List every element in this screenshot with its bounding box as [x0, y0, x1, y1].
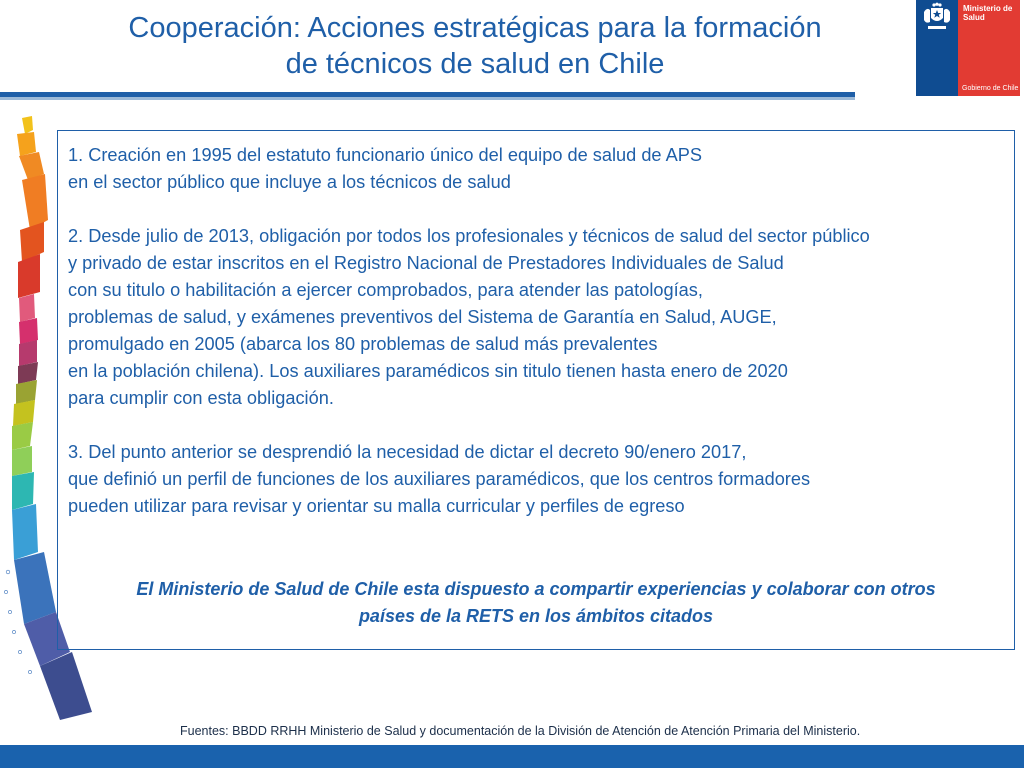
- closing-statement: El Ministerio de Salud de Chile esta dispuesto a compartir experiencias y colaborar con otros países de la RETS en los ámbitos citados: [136, 579, 936, 626]
- content-box: [57, 130, 1015, 650]
- logo-government: Gobierno de Chile: [962, 85, 1019, 92]
- title-underline-shadow: [0, 97, 855, 100]
- sources-footnote: Fuentes: BBDD RRHH Ministerio de Salud y documentación de la División de Atención de Atención Primaria del Ministerio.: [180, 724, 861, 738]
- point-2-text: 2. Desde julio de 2013, obligación por todos los profesionales y técnicos de salud del sector público y privado de estar inscritos en el Registro Nacional de Prestadores Individuales de Salud con su titulo o habilitación a ejercer comprobados, para atender las patologías, problemas de salud, y exámenes preventivos del Sistema de Garantía en Salud, AUGE, promulgado en 2005 (abarca los 80 problemas de salud más prevalentes en la población chilena). Los auxiliares paramédicos sin titulo tienen hasta enero de 2020 para cumplir con esta obligación.: [68, 226, 870, 408]
- slide-title: Cooperación: Acciones estratégicas para la formación de técnicos de salud en Chile: [128, 12, 822, 80]
- ministry-logo: [916, 0, 1020, 96]
- point-1-text: 1. Creación en 1995 del estatuto funcionario único del equipo de salud de APS en el sector público que incluye a los técnicos de salud: [68, 145, 702, 192]
- coat-of-arms-icon: [920, 2, 954, 32]
- bottom-bar: [0, 745, 1024, 768]
- logo-org-line1: Ministerio de: [963, 4, 1013, 13]
- logo-org-line2: Salud: [963, 13, 985, 22]
- point-3-text: 3. Del punto anterior se desprendió la necesidad de dictar el decreto 90/enero 2017, que definió un perfil de funciones de los auxiliares paramédicos, que los centros formadores pueden utilizar para revisar y orientar su malla curricular y perfiles de egreso: [68, 442, 811, 516]
